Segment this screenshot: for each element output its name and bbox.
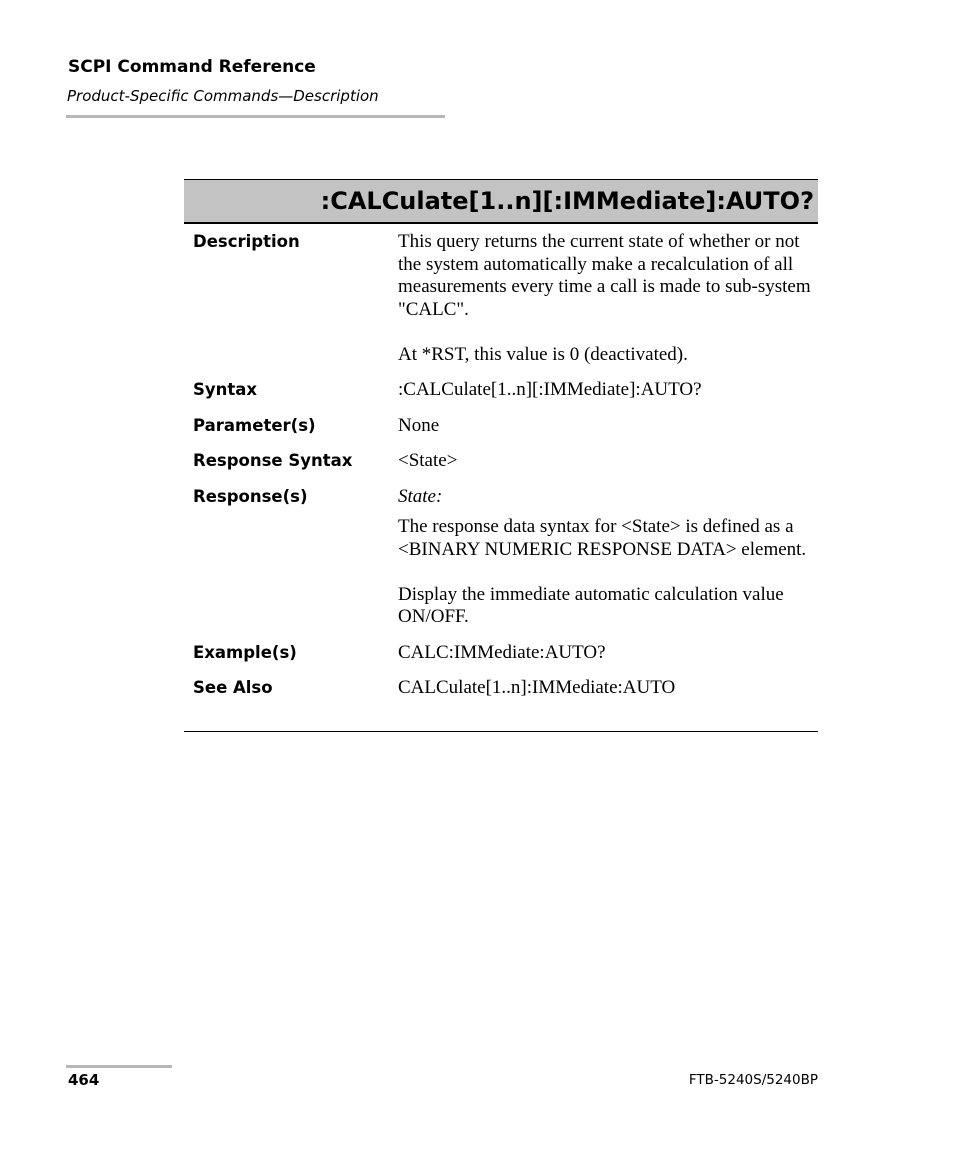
see-also-value: CALCulate[1..n]:IMMediate:AUTO [398,677,676,698]
responses-label: Response(s) [193,486,308,506]
page-number: 464 [68,1071,100,1089]
row-parameters [184,415,818,438]
response-syntax-label: Response Syntax [193,451,353,470]
response-syntax-value: <State> [398,450,458,471]
row-responses [184,486,818,629]
see-also-label: See Also [193,678,273,697]
footer-rule [66,1065,172,1068]
command-title: :CALCulate[1..n][:IMMediate]:AUTO? [184,179,818,224]
parameters-label: Parameter(s) [193,415,316,435]
syntax-value: :CALCulate[1..n][:IMMediate]:AUTO? [398,379,702,400]
product-model: FTB-5240S/5240BP [688,1072,818,1088]
responses-display-text: Display the immediate automatic calculation value ON/OFF. [398,583,784,627]
running-header-subtitle: Product-Specific Commands—Description [67,87,379,105]
row-response-syntax [184,450,818,473]
description-value [398,231,816,366]
description-label: Description [193,232,300,251]
header-rule [66,115,445,118]
row-examples [184,642,818,665]
description-text: This query returns the current state of whether or not the system automatically make a recalculation of all measurements every time a call is made to sub-system "CALC". [398,231,811,320]
responses-param-name: State: [398,485,443,507]
row-see-also [184,677,818,700]
responses-text: The response data syntax for <State> is defined as a <BINARY NUMERIC RESPONSE DATA> element. [398,516,807,560]
description-reset-text: At *RST, this value is 0 (deactivated). [398,343,688,365]
syntax-label: Syntax [193,380,258,399]
parameters-value: None [398,414,440,436]
responses-value [398,486,816,629]
row-description [184,231,818,366]
examples-value: CALC:IMMediate:AUTO? [398,641,606,663]
running-header-title: SCPI Command Reference [68,57,316,77]
command-table [184,179,818,732]
row-syntax [184,379,818,402]
examples-label: Example(s) [193,642,297,662]
